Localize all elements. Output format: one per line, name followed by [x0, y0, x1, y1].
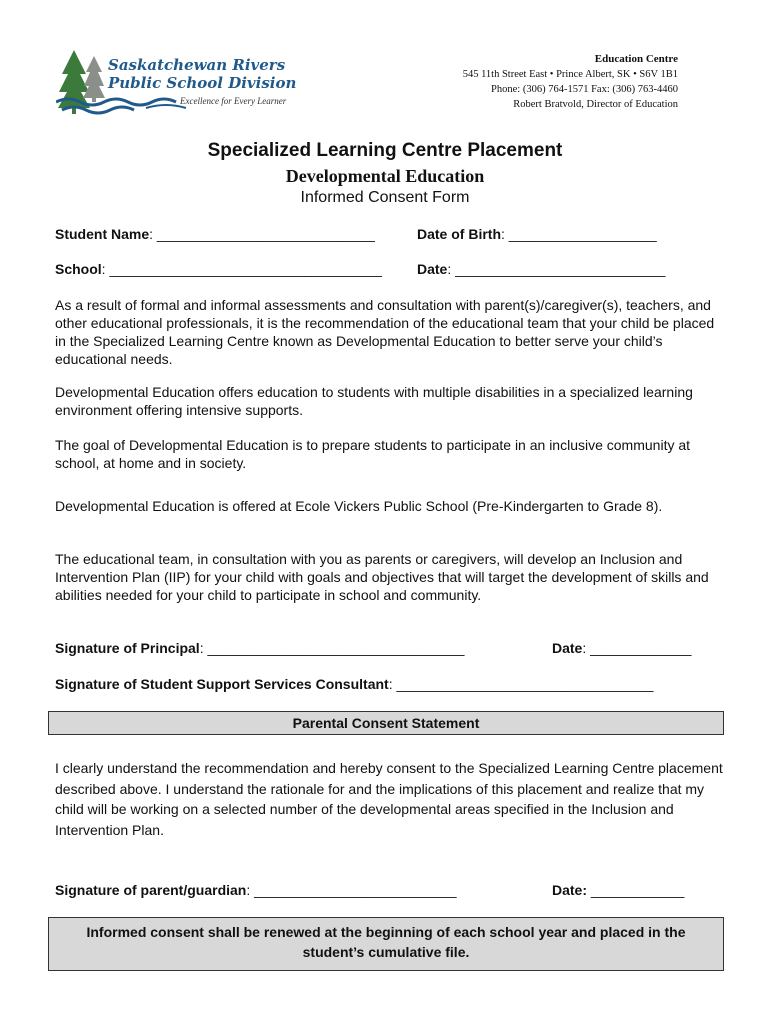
date-label: Date: [417, 261, 448, 277]
renewal-notice-line2: student’s cumulative file.: [302, 944, 470, 960]
parental-consent-statement: I clearly understand the recommendation and hereby consent to the Specialized Learning Centre placement described above. I understand the rationale for and the implications of this placement and realize that my child will be working on a selected number of the developmental areas specified in the Inclusion and Intervention Plan.: [55, 760, 723, 838]
school-label: School: [55, 261, 102, 277]
education-centre-address: [463, 52, 678, 112]
renewal-notice-line1: Informed consent shall be renewed at the beginning of each school year and placed in the: [86, 924, 686, 940]
date-of-birth-blank[interactable]: : ___________________: [501, 226, 657, 242]
goal-paragraph: The goal of Developmental Education is to prepare students to participate in an inclusive community at school, at home and in society.: [55, 437, 691, 471]
guardian-signature-blank[interactable]: : __________________________: [246, 882, 457, 898]
guardian-signature-label: Signature of parent/guardian: [55, 882, 247, 898]
date-field[interactable]: [417, 261, 665, 277]
division-name: [108, 56, 296, 92]
form-title: Informed Consent Form: [300, 189, 470, 206]
student-name-label: Student Name: [55, 226, 150, 242]
iip-paragraph: The educational team, in consultation with you as parents or caregivers, will develop an Inclusion and Intervention Plan (IIP) for your child with goals and objectives that will target the development of skills and abilities needed for your child to participate in school and community.: [55, 551, 709, 603]
consultant-signature-label: Signature of Student Support Services Consultant: [55, 676, 389, 692]
date-of-birth-label: Date of Birth: [417, 226, 501, 242]
education-centre-title: Education Centre: [594, 53, 678, 65]
principal-date-label: Date: [552, 640, 583, 656]
guardian-signature-field[interactable]: [55, 882, 457, 898]
consultant-signature-field[interactable]: [55, 676, 653, 692]
guardian-date-label: Date:: [552, 882, 588, 898]
school-blank[interactable]: : ___________________________________: [101, 261, 382, 277]
principal-signature-label: Signature of Principal: [55, 640, 200, 656]
recommendation-paragraph: As a result of formal and informal assessments and consultation with parent(s)/caregiver(s), teachers, and other educational professionals, it is the recommendation of the educational team that your child be placed in the Specialized Learning Centre known as Developmental Education to better serve your child’s educational needs.: [55, 297, 715, 367]
director-name: Robert Bratvold, Director of Education: [513, 99, 678, 110]
page-subtitle: Developmental Education: [285, 166, 485, 186]
page-title: Specialized Learning Centre Placement: [207, 140, 563, 161]
date-of-birth-field[interactable]: [417, 226, 657, 242]
parental-consent-heading: Parental Consent Statement: [48, 711, 724, 735]
location-paragraph: Developmental Education is offered at Ecole Vickers Public School (Pre-Kindergarten to Grade 8).: [55, 498, 663, 514]
phone-fax: Phone: (306) 764-1571 Fax: (306) 763-4460: [491, 84, 678, 95]
guardian-date-field[interactable]: [552, 882, 684, 898]
date-blank[interactable]: : ___________________________: [447, 261, 666, 277]
principal-signature-blank[interactable]: : _________________________________: [199, 640, 465, 656]
street-address: 545 11th Street East • Prince Albert, SK • S6V 1B1: [462, 69, 678, 80]
guardian-date-blank[interactable]: ____________: [587, 882, 685, 898]
student-name-blank[interactable]: : ____________________________: [149, 226, 375, 242]
consultant-signature-blank[interactable]: : _________________________________: [388, 676, 654, 692]
division-tagline: Excellence for Every Learner: [180, 96, 287, 106]
offering-paragraph: Developmental Education offers education to students with multiple disabilities in a specialized learning environment offering intensive supports.: [55, 384, 693, 418]
division-name-line2: Public School Division: [108, 74, 297, 92]
renewal-notice: [48, 917, 724, 971]
student-name-field[interactable]: [55, 226, 375, 242]
principal-signature-field[interactable]: [55, 640, 464, 656]
division-name-line1: Saskatchewan Rivers: [108, 56, 286, 74]
school-field[interactable]: [55, 261, 382, 277]
principal-date-blank[interactable]: : _____________: [582, 640, 692, 656]
principal-date-field[interactable]: [552, 640, 691, 656]
